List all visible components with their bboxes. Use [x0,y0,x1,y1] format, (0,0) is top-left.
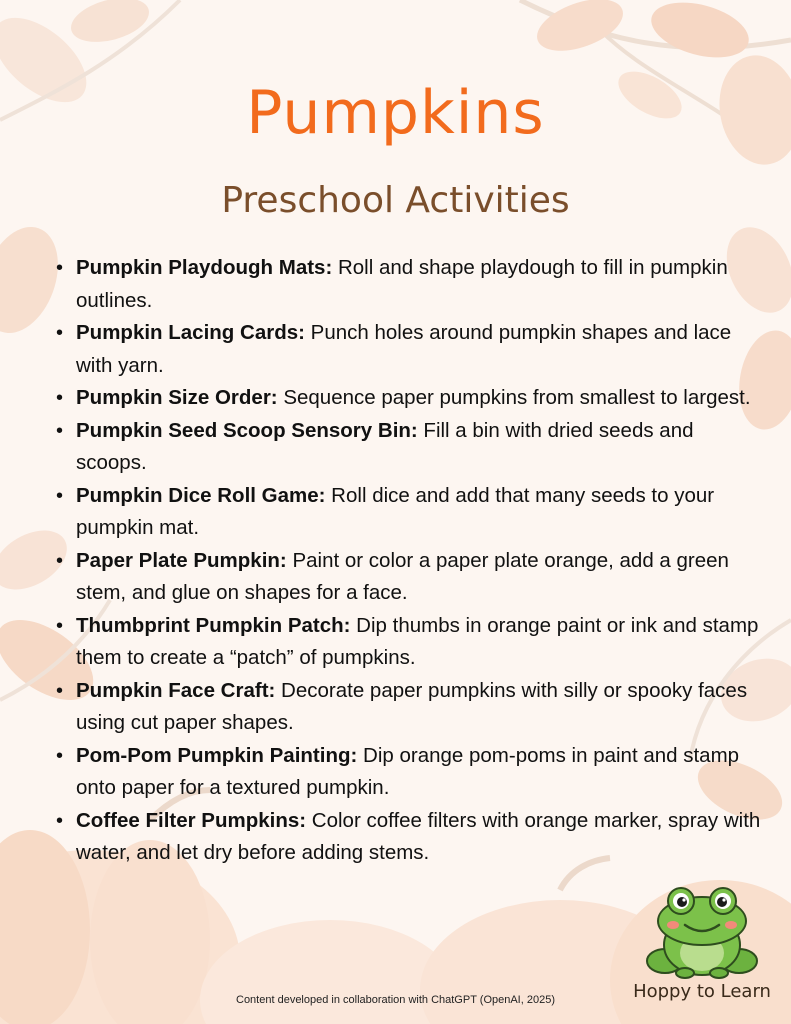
activity-description: Punch holes around pumpkin shapes and lace with yarn. [76,321,732,377]
list-item [56,805,764,870]
activity-description: Roll and shape playdough to fill in pumpkin outlines. [76,256,728,312]
activity-name: Pumpkin Lacing Cards: [76,321,305,344]
activity-list [56,252,764,870]
list-item [56,610,764,675]
list-item [56,545,764,610]
activity-description: Dip thumbs in orange paint or ink and stamp them to create a “patch” of pumpkins. [76,613,759,669]
list-item [56,317,764,382]
activity-name: Paper Plate Pumpkin: [76,548,287,572]
activity-description: Paint or color a paper plate orange, add a green stem, and glue on shapes for a face. [76,548,729,604]
activity-description: Dip orange pom-poms in paint and stamp onto paper for a textured pumpkin. [76,743,740,799]
activity-name: Coffee Filter Pumpkins: [76,808,307,832]
activity-description: Color coffee filters with orange marker, spray with water, and let dry before adding stems. [76,808,761,864]
activity-name: Pumpkin Playdough Mats: [76,256,333,279]
page-subtitle: Preschool Activities [221,180,570,221]
page-title: Pumpkins [246,78,545,148]
activity-description: Decorate paper pumpkins with silly or spooky faces using cut paper shapes. [76,678,748,734]
activity-name: Pumpkin Size Order: [76,386,278,409]
brand-name: Hoppy to Learn [633,981,771,1002]
list-item [56,480,764,545]
activity-description: Fill a bin with dried seeds and scoops. [76,418,694,474]
list-item [56,415,764,480]
activity-name: Pumpkin Face Craft: [76,678,276,702]
activity-name: Thumbprint Pumpkin Patch: [76,613,351,637]
list-item [56,740,764,805]
footer-credit: Content developed in collaboration with ChatGPT (OpenAI, 2025) [236,994,555,1006]
list-item [56,675,764,740]
frog-mascot-icon [643,887,761,979]
activity-description: Roll dice and add that many seeds to your pumpkin mat. [76,483,715,539]
activity-name: Pumpkin Seed Scoop Sensory Bin: [76,418,418,442]
activity-name: Pom-Pom Pumpkin Painting: [76,743,358,767]
activity-description: Sequence paper pumpkins from smallest to largest. [277,386,751,409]
list-item [56,382,764,415]
activity-name: Pumpkin Dice Roll Game: [76,483,326,507]
list-item [56,252,764,317]
